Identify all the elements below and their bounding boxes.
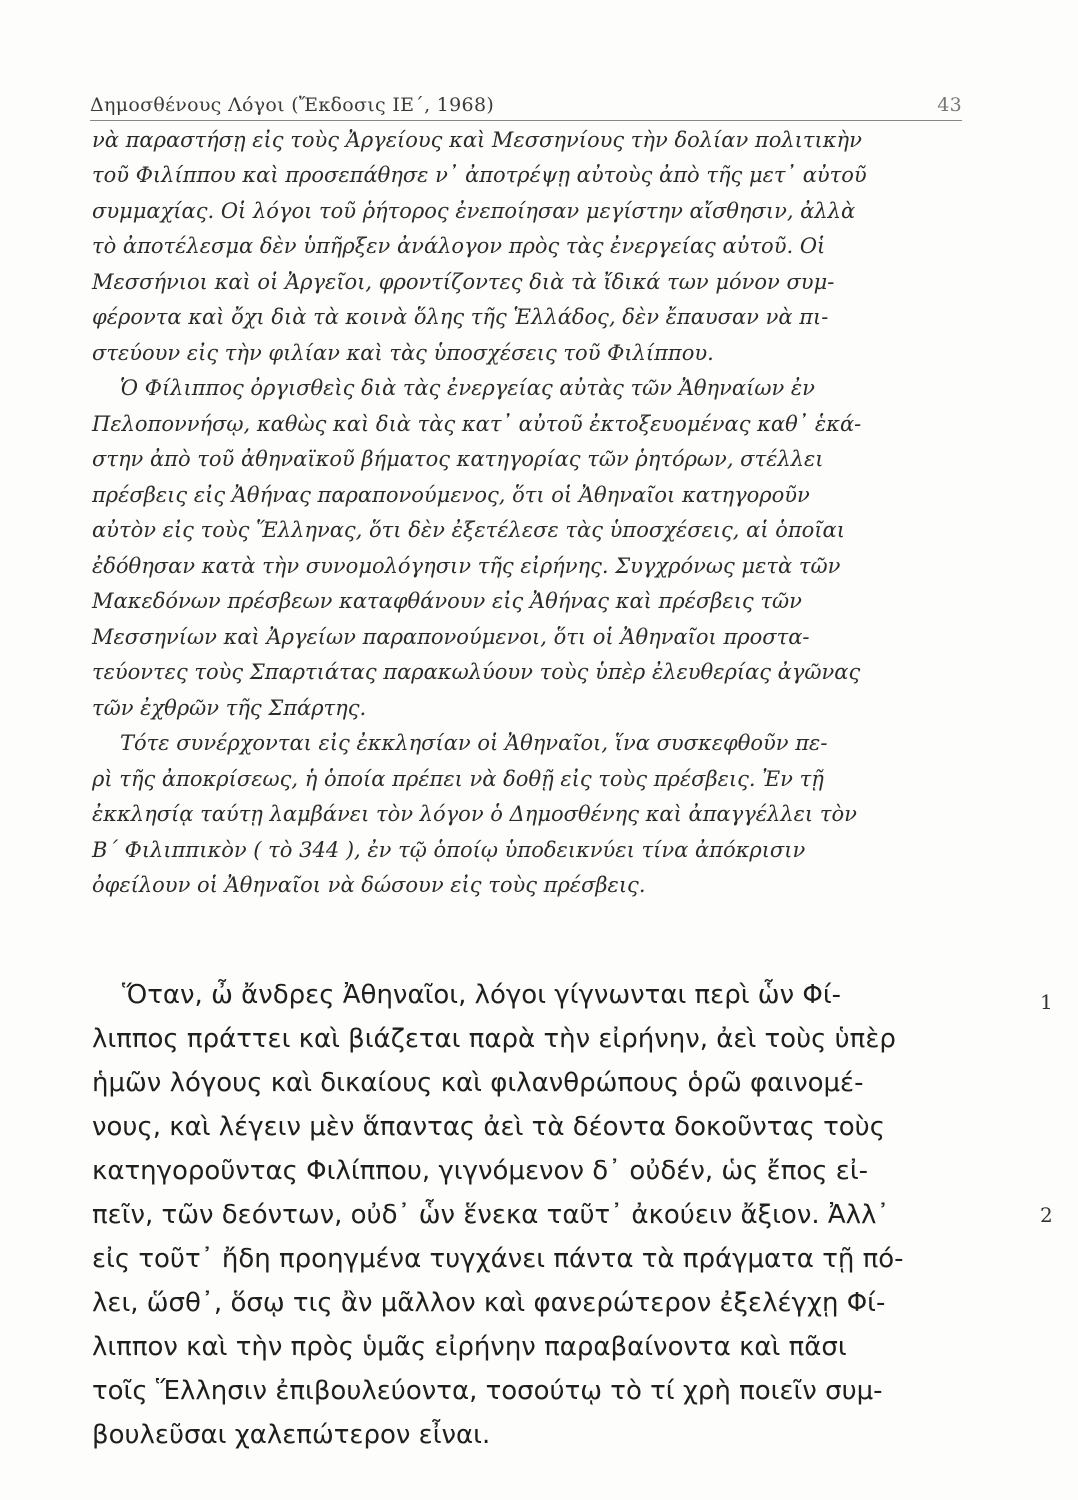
commentary-line: στεύουν εἰς τὴν φιλίαν καὶ τὰς ὑποσχέσεις τοῦ Φιλίππου. (92, 341, 714, 365)
page-number: 43 (937, 94, 962, 116)
commentary-line: Πελοποννήσῳ, καθὼς καὶ διὰ τὰς κατ᾿ αὐτοῦ ἐκτοξευομένας καθ᾿ ἑκά- (92, 412, 862, 436)
commentary-line: τεύοντες τοὺς Σπαρτιάτας παρακωλύουν τοὺς ὑπὲρ ἐλευθερίας ἀγῶνας (92, 660, 861, 684)
commentary-line: τὸ ἀποτέλεσμα δὲν ὑπῆρξεν ἀνάλογον πρὸς τὰς ἐνεργείας αὐτοῦ. Οἱ (92, 234, 826, 258)
commentary-line: στην ἀπὸ τοῦ ἀθηναϊκοῦ βήματος κατηγορίας τῶν ῥητόρων, στέλλει (92, 447, 824, 471)
commentary-line: ὀφείλουν οἱ Ἀθηναῖοι νὰ δώσουν εἰς τοὺς πρέσβεις. (92, 873, 646, 897)
commentary-line: Μεσσηνίων καὶ Ἀργείων παραπονούμενοι, ὅτι οἱ Ἀθηναῖοι προστα- (92, 625, 810, 649)
header-rule (90, 120, 962, 121)
speech-line: κατηγοροῦντας Φιλίππου, γιγνόμενον δ᾿ οὐδέν, ὡς ἔπος εἰ- (92, 1156, 869, 1186)
section-number: 2 (1040, 1203, 1053, 1227)
commentary-line: πρέσβεις εἰς Ἀθήνας παραπονούμενος, ὅτι οἱ Ἀθηναῖοι κατηγοροῦν (92, 483, 810, 507)
commentary-line: Τότε συνέρχονται εἰς ἐκκλησίαν οἱ Ἀθηναῖοι, ἵνα συσκεφθοῦν πε- (120, 731, 828, 755)
commentary-line: Μακεδόνων πρέσβεων καταφθάνουν εἰς Ἀθήνας καὶ πρέσβεις τῶν (92, 589, 802, 613)
commentary-line: ρὶ τῆς ἀποκρίσεως, ἡ ὁποία πρέπει νὰ δοθῇ εἰς τοὺς πρέσβεις. Ἐν τῇ (92, 767, 824, 791)
commentary-line: τῶν ἐχθρῶν τῆς Σπάρτης. (92, 696, 367, 720)
speech-line: νους, καὶ λέγειν μὲν ἅπαντας ἀεὶ τὰ δέοντα δοκοῦντας τοὺς (92, 1112, 885, 1142)
speech-line: πεῖν, τῶν δεόντων, οὐδ᾿ ὧν ἕνεκα ταῦτ᾿ ἀκούειν ἄξιον. Ἀλλ᾿ (92, 1200, 890, 1230)
speech-line: τοῖς Ἕλλησιν ἐπιβουλεύοντα, τοσούτῳ τὸ τί χρὴ ποιεῖν συμ- (92, 1376, 883, 1406)
commentary-line: νὰ παραστήσῃ εἰς τοὺς Ἀργείους καὶ Μεσσηνίους τὴν δολίαν πολιτικὴν (92, 128, 862, 152)
commentary-line: Ὁ Φίλιππος ὀργισθεὶς διὰ τὰς ἐνεργείας αὐτὰς τῶν Ἀθηναίων ἐν (120, 376, 815, 400)
running-header (90, 90, 990, 124)
speech-line: ἡμῶν λόγους καὶ δικαίους καὶ φιλανθρώπους ὁρῶ φαινομέ- (92, 1068, 864, 1098)
speech-line: βουλεῦσαι χαλεπώτερον εἶναι. (92, 1420, 491, 1450)
speech-line: λει, ὥσθ᾿, ὅσῳ τις ἂν μᾶλλον καὶ φανερώτερον ἐξελέγχῃ Φί- (92, 1288, 886, 1318)
commentary-line: τοῦ Φιλίππου καὶ προσεπάθησε ν᾿ ἀποτρέψῃ αὐτοὺς ἀπὸ τῆς μετ᾿ αὐτοῦ (92, 163, 867, 187)
commentary-line: αὐτὸν εἰς τοὺς Ἕλληνας, ὅτι δὲν ἐξετέλεσε τὰς ὑποσχέσεις, αἱ ὁποῖαι (92, 518, 845, 542)
speech-line: λιππος πράττει καὶ βιάζεται παρὰ τὴν εἰρήνην, ἀεὶ τοὺς ὑπὲρ (92, 1024, 896, 1054)
commentary-line: ἐκκλησίᾳ ταύτῃ λαμβάνει τὸν λόγον ὁ Δημοσθένης καὶ ἀπαγγέλλει τὸν (92, 802, 857, 826)
speech-line: Ὅταν, ὦ ἄνδρες Ἀθηναῖοι, λόγοι γίγνωνται περὶ ὧν Φί- (122, 980, 841, 1010)
speech-line: λιππον καὶ τὴν πρὸς ὑμᾶς εἰρήνην παραβαίνοντα καὶ πᾶσι (92, 1332, 847, 1362)
section-number: 1 (1040, 990, 1053, 1014)
speech-line: εἰς τοῦτ᾿ ἤδη προηγμένα τυγχάνει πάντα τὰ πράγματα τῇ πό- (92, 1244, 904, 1274)
header-title: Δημοσθένους Λόγοι (Ἔκδοσις ΙΕ΄, 1968) (90, 94, 495, 116)
commentary-line: Β΄ Φιλιππικὸν ( τὸ 344 ), ἐν τῷ ὁποίῳ ὑποδεικνύει τίνα ἀπόκρισιν (92, 838, 806, 862)
commentary-line: ἐδόθησαν κατὰ τὴν συνομολόγησιν τῆς εἰρήνης. Συγχρόνως μετὰ τῶν (92, 554, 841, 578)
commentary-line: Μεσσήνιοι καὶ οἱ Ἀργεῖοι, φροντίζοντες διὰ τὰ ἴδικά των μόνον συμ- (92, 270, 835, 294)
commentary-line: συμμαχίας. Οἱ λόγοι τοῦ ῥήτορος ἐνεποίησαν μεγίστην αἴσθησιν, ἀλλὰ (92, 199, 856, 223)
commentary-line: φέροντα καὶ ὄχι διὰ τὰ κοινὰ ὅλης τῆς Ἑλλάδος, δὲν ἔπαυσαν νὰ πι- (92, 305, 829, 329)
